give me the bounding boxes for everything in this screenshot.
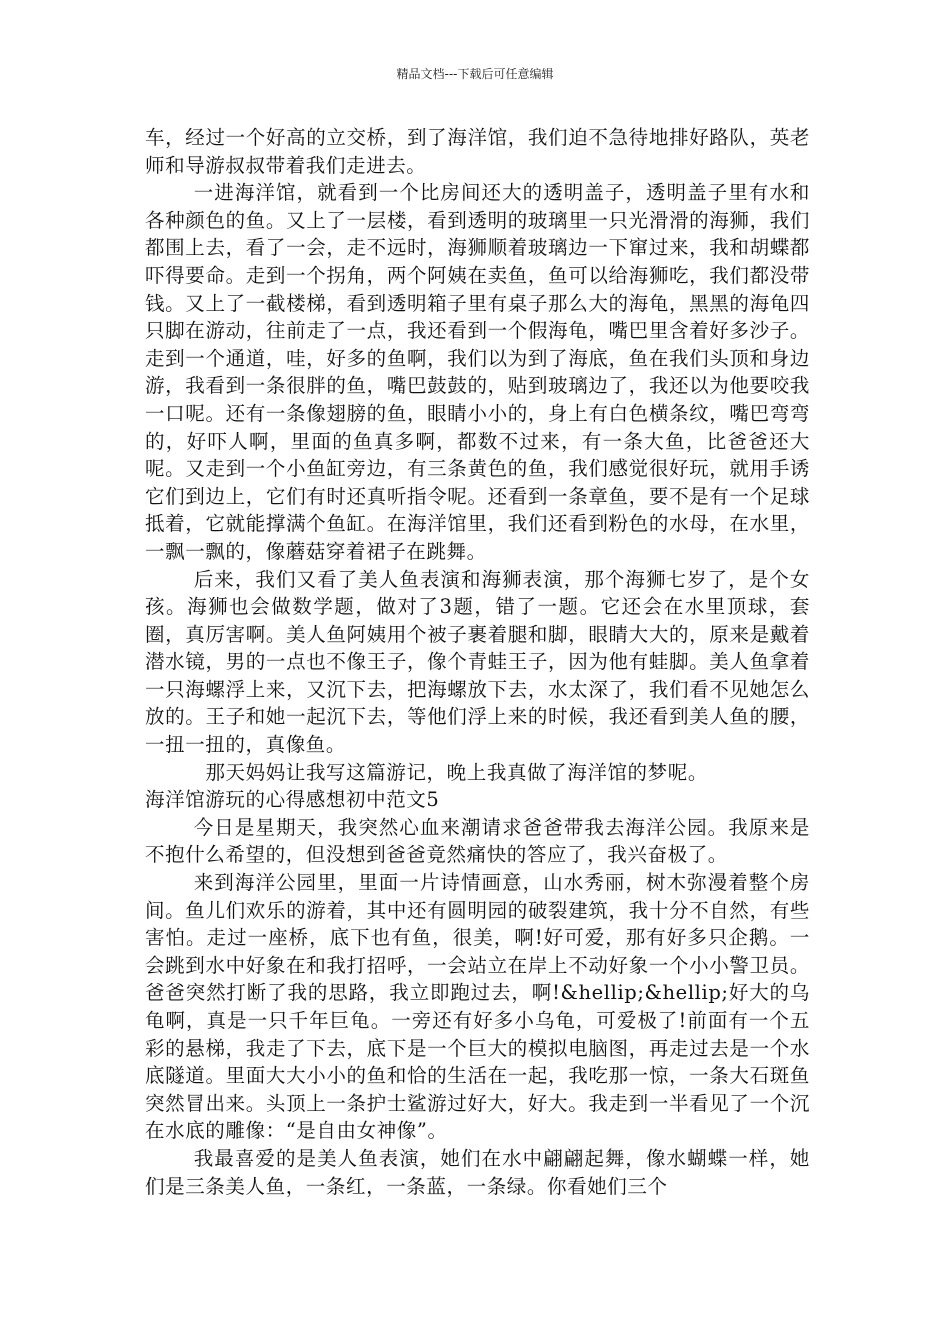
- paragraph-sunday: 今日是星期天，我突然心血来潮请求爸爸带我去海洋公园。我原来是不抱什么希望的，但没想到爸爸竟然痛快的答应了，我兴奋极了。: [145, 815, 810, 867]
- paragraph-shows: 后来，我们又看了美人鱼表演和海狮表演，那个海狮七岁了，是个女孩。海狮也会做数学题，做对了3题，错了一题。它还会在水里顶球，套圈，真厉害啊。美人鱼阿姨用个被子裹着腿和脚，眼睛大大的，原来是戴着潜水镜，男的一点也不像王子，像个青蛙王子，因为他有蛙脚。美人鱼拿着一只海螺浮上来，又沉下去，把海螺放下去，水太深了，我们看不见她怎么放的。王子和她一起沉下去，等他们浮上来的时候，我还看到美人鱼的腰，一扭一扭的，真像鱼。: [145, 567, 810, 757]
- page-header-watermark: 精品文档---下载后可任意编辑: [396, 67, 554, 81]
- paragraph-mermaid-show: 我最喜爱的是美人鱼表演，她们在水中翩翩起舞，像水蝴蝶一样，她们是三条美人鱼，一条红，一条蓝，一条绿。你看她们三个: [145, 1146, 810, 1198]
- paragraph-ocean-park: 来到海洋公园里，里面一片诗情画意，山水秀丽，树木弥漫着整个房间。鱼儿们欢乐的游着，其中还有圆明园的破裂建筑，我十分不自然，有些害怕。走过一座桥，底下也有鱼，很美，啊!好可爱，那有好多只企鹅。一会跳到水中好象在和我打招呼，一会站立在岸上不动好象一个小小警卫员。爸爸突然打断了我的思路，我立即跑过去，啊!&hellip;&hellip;好大的乌龟啊，真是一只千年巨龟。一旁还有好多小乌龟，可爱极了!前面有一个五彩的悬梯，我走了下去，底下是一个巨大的模拟电脑图，再走过去是一个水底隧道。里面大大小小的鱼和恰的生活在一起，我吃那一惊，一条大石斑鱼突然冒出来。头顶上一条护士鲨游过好大，好大。我走到一半看见了一个沉在水底的雕像：“是自由女神像”。: [145, 871, 810, 1143]
- document-body: [145, 124, 810, 1200]
- paragraph-dream: 那天妈妈让我写这篇游记，晚上我真做了海洋馆的梦呢。: [205, 760, 708, 784]
- paragraph-continuation: 车，经过一个好高的立交桥，到了海洋馆，我们迫不急待地排好路队，英老师和导游叔叔带着我们走进去。: [145, 126, 810, 177]
- paragraph-aquarium-entry: 一进海洋馆，就看到一个比房间还大的透明盖子，透明盖子里有水和各种颜色的鱼。又上了一层楼，看到透明的玻璃里一只光滑滑的海狮，我们都围上去，看了一会，走不远时，海狮顺着玻璃边一下窜过来，我和胡蝶都吓得要命。走到一个拐角，两个阿姨在卖鱼，鱼可以给海狮吃，我们都没带钱。又上了一截楼梯，看到透明箱子里有桌子那么大的海龟，黑黑的海龟四只脚在游动，往前走了一点，我还看到一个假海龟，嘴巴里含着好多沙子。走到一个通道，哇，好多的鱼啊，我们以为到了海底，鱼在我们头顶和身边游，我看到一条很胖的鱼，嘴巴鼓鼓的，贴到玻璃边了，我还以为他要咬我一口呢。还有一条像翅膀的鱼，眼睛小小的，身上有白色横条纹，嘴巴弯弯的，好吓人啊，里面的鱼真多啊，都数不过来，有一条大鱼，比爸爸还大呢。又走到一个小鱼缸旁边，有三条黄色的鱼，我们感觉很好玩，就用手诱它们到边上，它们有时还真听指令呢。还看到一条章鱼，要不是有一个足球抵着，它就能撑满个鱼缸。在海洋馆里，我们还看到粉色的水母，在水里，一飘一飘的，像蘑菇穿着裙子在跳舞。: [145, 181, 810, 563]
- essay-title: 海洋馆游玩的心得感想初中范文5: [145, 788, 440, 812]
